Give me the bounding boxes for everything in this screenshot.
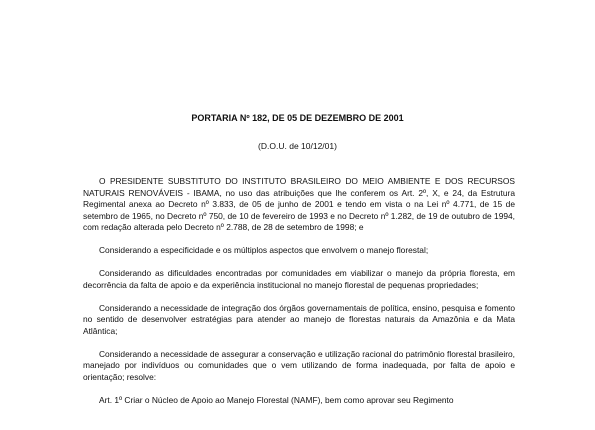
document-subtitle: (D.O.U. de 10/12/01) — [258, 141, 337, 151]
paragraph-article-1: Art. 1º Criar o Núcleo de Apoio ao Manejo Florestal (NAMF), bem como aprovar seu Regimento — [99, 394, 454, 405]
paragraph-considerando-4: Considerando a necessidade de assegurar a conservação e utilização racional do patrimônio florestal brasileiro, manejado por indivíduos ou comunidades que o vem utilizando de forma inadequada, por falta de apoio e orientação; resolve: — [83, 348, 515, 382]
paragraph-considerando-3: Considerando a necessidade de integração dos órgãos governamentais de política, ensino, pesquisa e fomento no sentido de desenvolver estratégias para atender ao manejo de florestas naturais da Amazônia e da Mata Atlântica; — [83, 302, 515, 336]
document-body — [83, 176, 515, 418]
paragraph-considerando-1: Considerando a especificidade e os múltiplos aspectos que envolvem o manejo florestal; — [99, 245, 429, 255]
paragraph-preamble: O PRESIDENTE SUBSTITUTO DO INSTITUTO BRASILEIRO DO MEIO AMBIENTE E DOS RECURSOS NATURAIS RENOVÁVEIS - IBAMA, no uso das atribuições que lhe conferem os Art. 2º, X, e 24, da Estrutura Regimental anexa ao Decreto nº 3.833, de 05 de junho de 2001 e tendo em vista o na Lei nº 4.771, de 15 de setembro de 1965, no Decreto nº 750, de 10 de fevereiro de 1993 e no Decreto nº 1.282, de 19 de outubro de 1994, com redação alterada pelo Decreto nº 2.788, de 28 de setembro de 1998; e — [83, 176, 515, 232]
document-title: PORTARIA Nº 182, DE 05 DE DEZEMBRO DE 2001 — [191, 113, 404, 123]
paragraph-considerando-2: Considerando as dificuldades encontradas por comunidades em viabilizar o manejo da própria floresta, em decorrência da falta de apoio e da experiência institucional no manejo florestal de pequenas propriedades; — [83, 268, 515, 290]
